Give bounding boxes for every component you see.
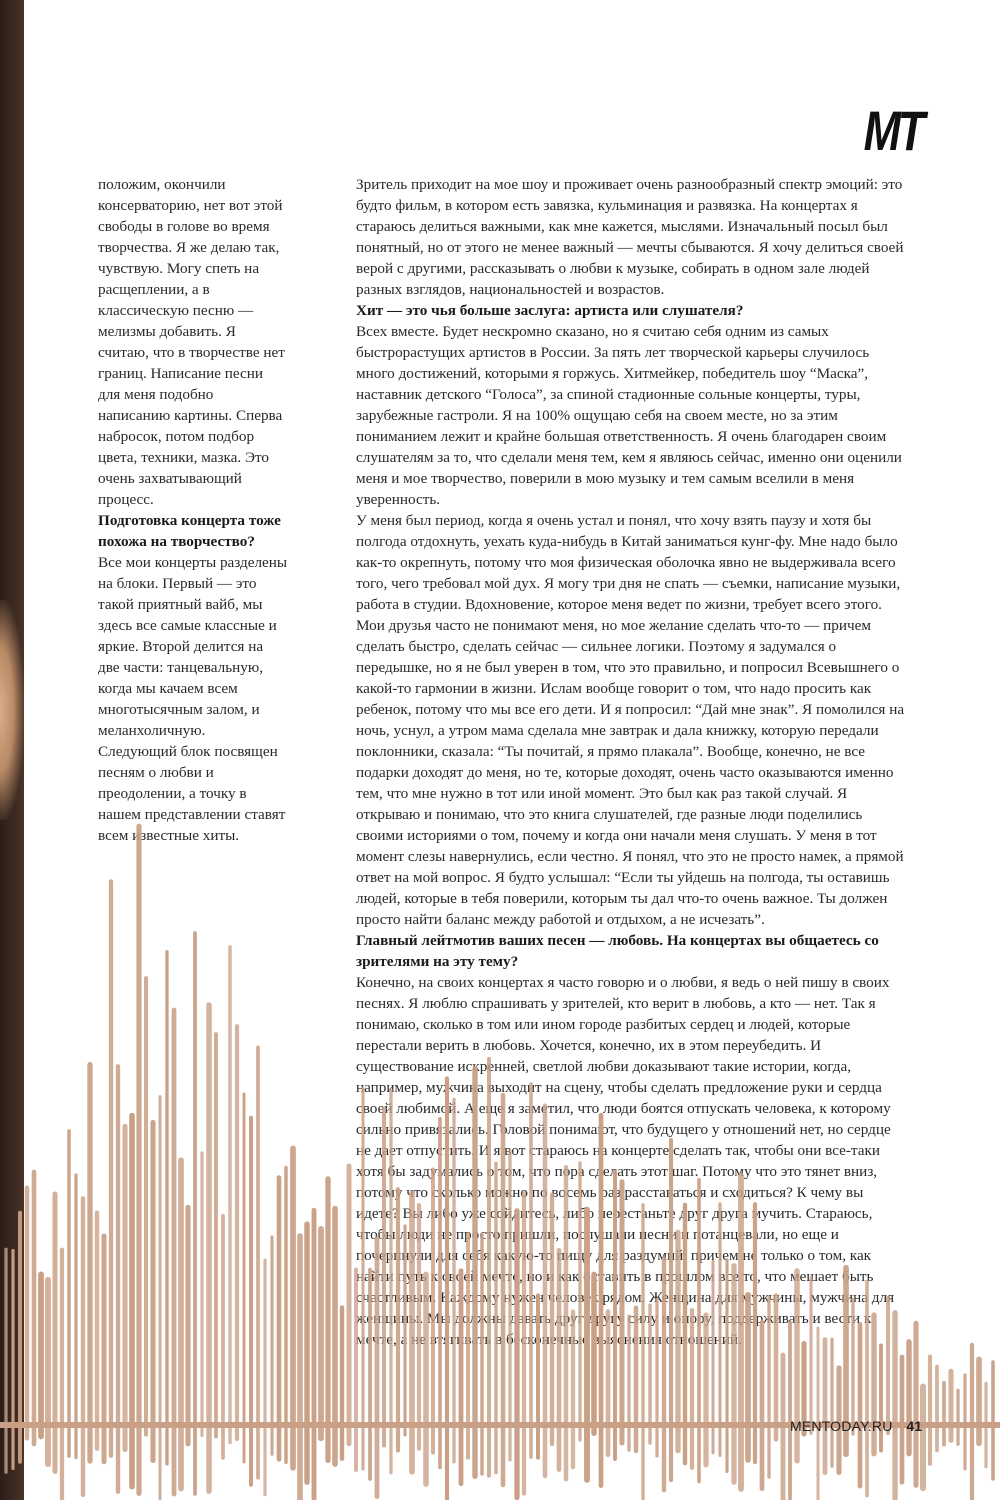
body-paragraph: Все мои концерты разделены на блоки. Первый — это такой приятный вайб, мы здесь все самые классные и яркие. Второй делится на две части: танцевальную, когда мы качаем всем многотысячным залом, и меланхоличную. Следующий блок посвящен песням о любви и преодолении, а точку в нашем представлении ставят всем известные хиты. xyxy=(98,554,288,844)
interview-question: Хит — это чья больше заслуга: артиста или слушателя? xyxy=(356,302,744,319)
left-text-column xyxy=(98,174,288,846)
page-footer xyxy=(790,1418,922,1434)
body-paragraph: У меня был период, когда я очень устал и понял, что хочу взять паузу и хотя бы полгода отдохнуть, уехать куда-нибудь в Китай заниматься кунг-фу. Мне надо было как-то окрепнуть, потому что моя физическая оболочка явно не выдерживала всего того, чего требовал мой дух. Я могу три дня не спать — съемки, написание музыки, работа в студии. Вдохновение, которое меня ведет по жизни, требует всего этого. Мои друзья часто не понимают меня, но мое желание сделать что-то — причем сделать быстро, сделать сейчас — сильнее логики. Поэтому я задумался о передышке, но я не был уверен в том, что это правильно, и попросил Всевышнего о какой-то гармонии в жизни. Ислам вообще говорит о том, что надо просить как ребенок, потому что мы все его дети. И я попросил: “Дай мне знак”. Я помолился на ночь, уснул, а утром мама сделала мне завтрак и дала книжку, которую передали поклонники, сказала: “Ты почитай, я прямо плакала”. Вообще, конечно, не все подарки доходят до меня, но те, которые доходят, очень часто оказываются именно тем, что мне нужно в тот или иной момент. Это был как раз такой случай. Я открываю и понимаю, что это книга слушателей, где разные люди поделились своими историями о том, почему и когда они начали меня слушать. У меня в тот момент слезы навернулись, если честно. Я понял, что это не просто намек, а прямой ответ на мой вопрос. Я будто услышал: “Если ты уйдешь на полгода, ты оставишь людей, которые в тебя поверили, которым ты дал что-то очень важное. Ты должен просто найти баланс между работой и отдыхом, а не исчезать”. xyxy=(356,512,905,928)
interview-question: Главный лейтмотив ваших песен — любовь. На концертах вы общаетесь со зрителями на эту тему? xyxy=(356,932,879,970)
magazine-logo: MT xyxy=(863,99,922,162)
page-number: 41 xyxy=(906,1418,922,1434)
body-paragraph: Всех вместе. Будет нескромно сказано, но я считаю себя одним из самых быстрорастущих артистов в России. За пять лет творческой карьеры случилось много достижений, которыми я горжусь. Хитмейкер, победитель шоу “Маска”, наставник детского “Голоса”, за спиной стадионные сольные концерты, туры, зарубежные гастроли. Я на 100% ощущаю себя на своем месте, но за этим пониманием лежит и крайне большая ответственность. Я очень благодарен своим слушателям за то, что сделали меня тем, кем я являюсь сейчас, именно они оценили меня и мое творчество, поверили в мою музыку и тем самым вселили в меня уверенность. xyxy=(356,323,902,508)
photo-edge-highlight xyxy=(0,600,24,820)
body-paragraph: Зритель приходит на мое шоу и проживает очень разнообразный спектр эмоций: это будто фильм, в котором есть завязка, кульминация и развязка. На концертах я стараюсь делиться важными, как мне кажется, мыслями. Изначальный посыл был понятный, но от этого не менее важный — мечты сбываются. Я хочу делиться своей верой с другими, рассказывать о любви к музыке, собирать в одном зале людей разных взглядов, национальностей и возрастов. xyxy=(356,176,904,298)
body-paragraph: Конечно, на своих концертах я часто говорю и о любви, я ведь о ней пишу в своих песнях. Я люблю спрашивать у зрителей, кто верит в любовь, а кто — нет. Так я понимаю, сколько в том или ином городе разбитых сердец и людей, которые перестали верить в любовь. Хочется, конечно, их в этом переубедить. И существование искренней, светлой любви доказывают такие истории, когда, например, мужчина выходит на сцену, чтобы сделать предложение руки и сердца своей любимой. А еще я заметил, что люди боятся отпускать человека, к которому сильно привязались. Головой понимают, что будущего у отношений нет, но сердце не дает отпустить. И я вот стараюсь на концерте сделать так, чтобы они все-таки хотя бы задумались о том, что пора сделать этот шаг. Потому что это тянет вниз, потому что сколько можно по восемь раз расставаться и сходиться? К чему вы идете? Вы либо уже сойдитесь, либо перестаньте друг друга мучить. Стараюсь, чтобы люди не просто пришли, послушали песни и потанцевали, но еще и почерпнули для себя какую-то пищу для раздумий, причем не только о том, как найти путь к своей мечте, но и как оставить в прошлом все то, что мешает быть счастливым. Каждому нужен человек рядом. Женщина для мужчины, мужчина для женщины. Мы должны давать друг другу силу и опору, поддерживать и вести к мечте, а не втягивать в бесконечные выяснения отношений. xyxy=(356,974,895,1348)
interview-question: Подготовка концерта тоже похожа на творчество? xyxy=(98,512,281,550)
right-text-column xyxy=(356,174,906,1350)
body-paragraph: положим, окончили консерваторию, нет вот этой свободы в голове во время творчества. Я же делаю так, чувствую. Могу спеть на расщеплении, а в классическую песню — мелизмы добавить. Я считаю, что в творчестве нет границ. Написание песни для меня подобно написанию картины. Сперва набросок, потом подбор цвета, техники, мазка. Это очень захватывающий процесс. xyxy=(98,176,285,508)
footer-site: MENTODAY.RU xyxy=(789,1418,893,1434)
